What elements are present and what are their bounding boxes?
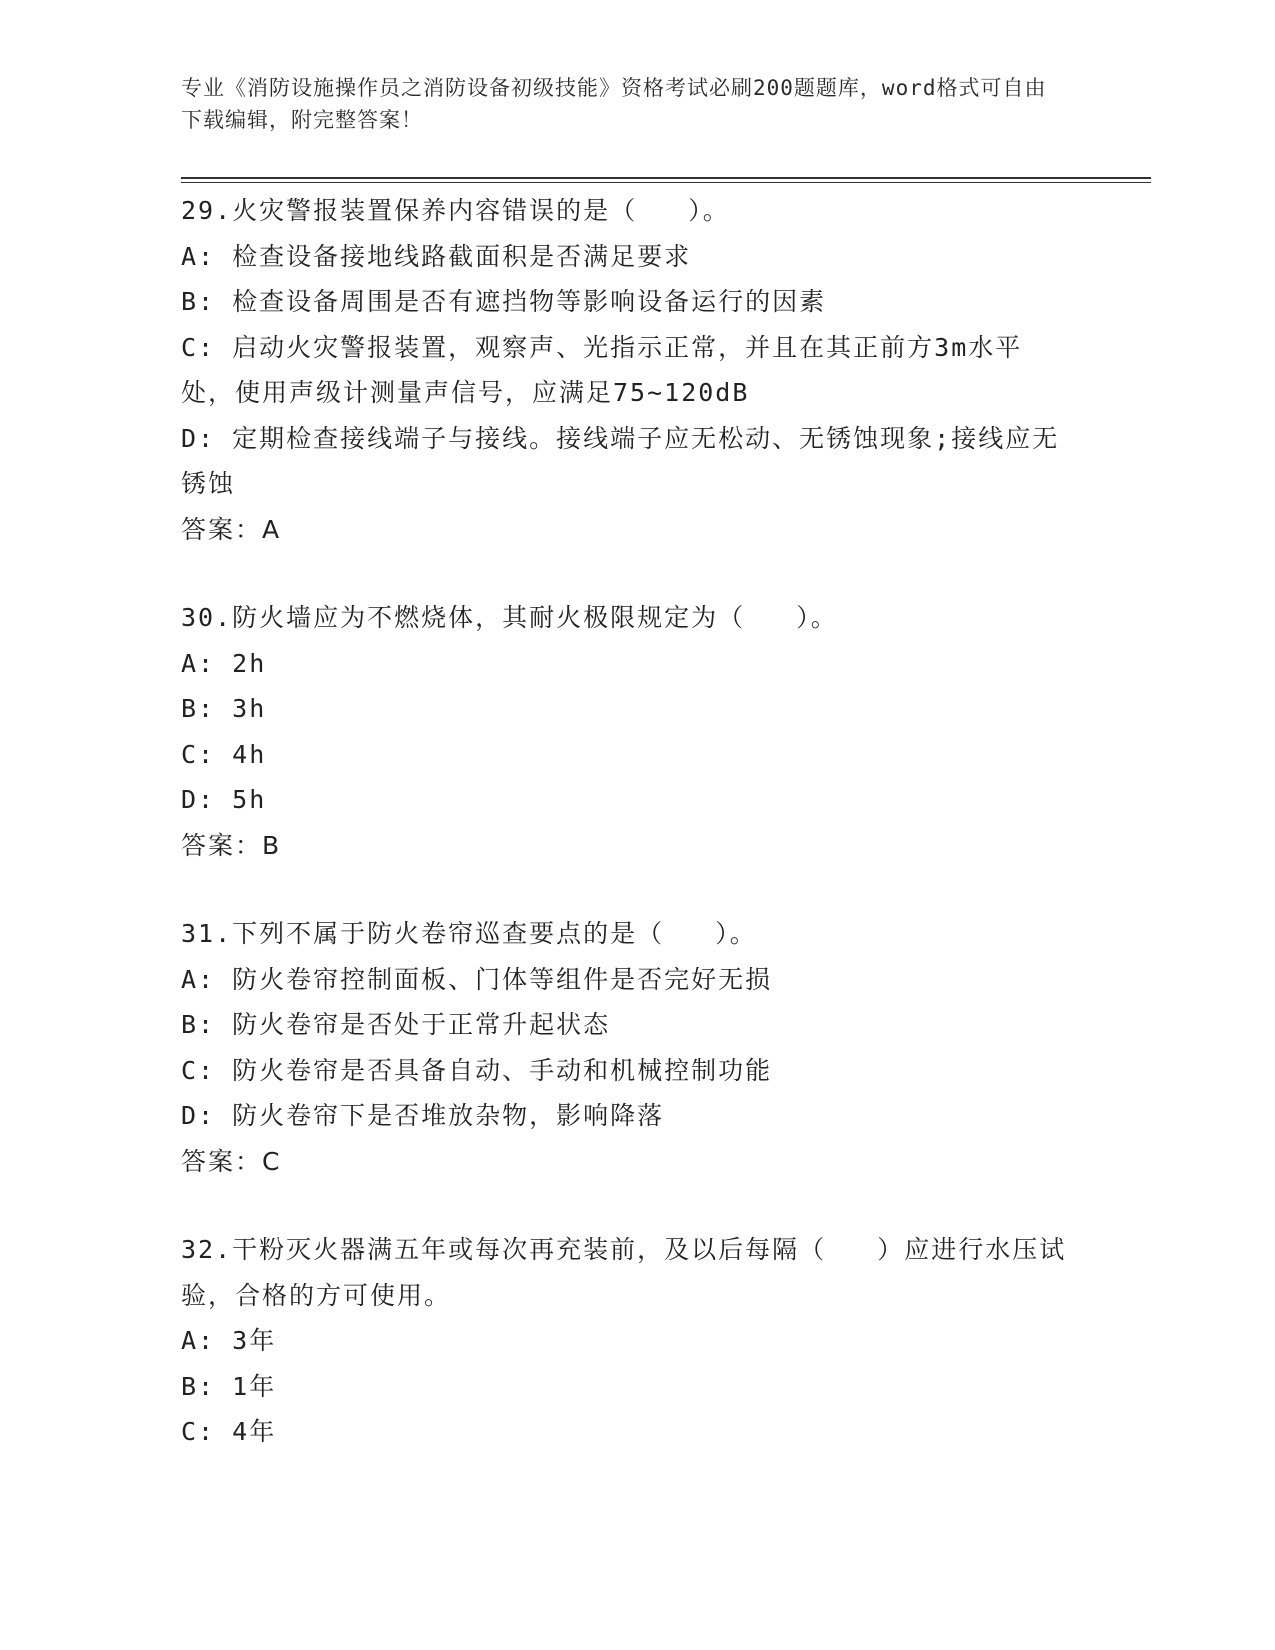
- option-a: A: 2h: [181, 648, 267, 678]
- question-32: [181, 1227, 1071, 1455]
- question-list: [181, 188, 1071, 1498]
- option-d: D: 防火卷帘下是否堆放杂物，影响降落: [181, 1101, 665, 1130]
- option-a: A: 检查设备接地线路截面积是否满足要求: [181, 241, 692, 271]
- option-b: B: 3h: [181, 694, 267, 723]
- option-c: C: 启动火灾警报装置，观察声、光指示正常，并且在其正前方3m水平处，使用声级计测量声信号，应满足75~120dB: [181, 332, 1023, 407]
- option-d: D: 定期检查接线端子与接线。接线端子应无松动、无锈蚀现象;接线应无锈蚀: [181, 423, 1060, 498]
- question-stem: 32.干粉灭火器满五年或每次再充装前，及以后每隔（ ）应进行水压试验，合格的方可使用。: [181, 1235, 1067, 1310]
- option-c: C: 防火卷帘是否具备自动、手动和机械控制功能: [181, 1055, 773, 1085]
- question-31: [181, 911, 1071, 1184]
- option-b: B: 检查设备周围是否有遮挡物等影响设备运行的因素: [181, 287, 827, 316]
- option-b: B: 防火卷帘是否处于正常升起状态: [181, 1010, 611, 1039]
- question-stem: 29.火灾警报装置保养内容错误的是（ ）。: [181, 196, 730, 225]
- answer-text: 答案：A: [181, 514, 282, 544]
- option-b: B: 1年: [181, 1371, 277, 1401]
- option-c: C: 4年: [181, 1417, 277, 1446]
- question-stem: 30.防火墙应为不燃烧体，其耐火极限规定为（ ）。: [181, 603, 838, 632]
- option-d: D: 5h: [181, 785, 267, 814]
- answer-text: 答案：B: [181, 830, 282, 860]
- option-c: C: 4h: [181, 739, 267, 769]
- answer-text: 答案：C: [181, 1146, 282, 1176]
- document-header: 专业《消防设施操作员之消防设备初级技能》资格考试必刷200题题库，word格式可自由下载编辑，附完整答案！: [181, 76, 1047, 132]
- question-30: [181, 595, 1071, 868]
- option-a: A: 防火卷帘控制面板、门体等组件是否完好无损: [181, 964, 773, 994]
- question-29: [181, 188, 1071, 552]
- option-a: A: 3年: [181, 1326, 277, 1355]
- question-stem: 31.下列不属于防火卷帘巡查要点的是（ ）。: [181, 919, 757, 948]
- header-divider-thin: [181, 182, 1151, 183]
- header-divider: [181, 177, 1151, 179]
